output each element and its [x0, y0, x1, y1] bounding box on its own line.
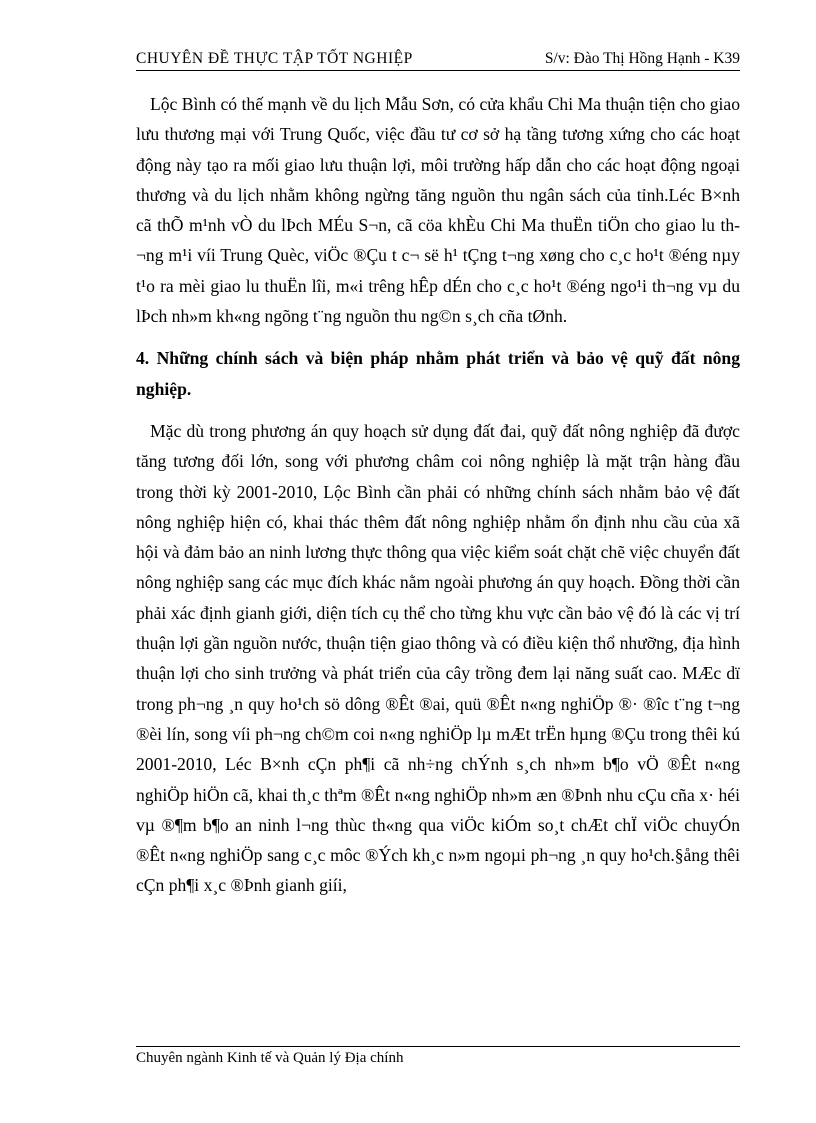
document-body [136, 89, 740, 901]
header-title: CHUYÊN ĐỀ THỰC TẬP TỐT NGHIỆP [136, 50, 413, 67]
page-footer: Chuyên ngành Kinh tế và Quản lý Địa chính [136, 1046, 740, 1067]
paragraph-intro: Lộc Bình có thế mạnh về du lịch Mẫu Sơn, có cửa khẩu Chi Ma thuận tiện cho giao lưu thương mại với Trung Quốc, việc đầu tư cơ sở hạ tầng tương xứng cho các hoạt động này tạo ra mối giao lưu thuận lợi, môi trường hấp dẫn cho các hoạt động ngoại thương và du lịch nhằm không ngừng tăng nguồn thu ngân sách của tỉnh.Léc B×nh cã thÕ m¹nh vÒ du lÞch MÉu S¬n, cã cöa khÈu Chi Ma thuËn tiÖn cho giao lu th¬ng m¹i víi Trung Quèc, viÖc ®Çu t c¬ së h¹ tÇng t¬ng xøng cho c¸c ho¹t ®éng nµy t¹o ra mèi giao lu thuËn lîi, m«i trêng hÊp dÉn cho c¸c ho¹t ®éng ngo¹i th¬ng vµ du lÞch nh»m kh«ng ngõng t¨ng nguồn thu ng©n s¸ch cña tØnh. [136, 94, 740, 327]
paragraph-policy: Mặc dù trong phương án quy hoạch sử dụng đất đai, quỹ đất nông nghiệp đã được tăng tương đối lớn, song với phương châm coi nông nghiệp là mặt trận hàng đầu trong thời kỳ 2001-2010, Lộc Bình cần phải có những chính sách nhằm bảo vệ đất nông nghiệp hiện có, khai thác thêm đất nông nghiệp nhằm ổn định nhu cầu của xã hội và đảm bảo an ninh lương thực thông qua việc kiểm soát chặt chẽ việc chuyển đất nông nghiệp sang các mục đích khác nằm ngoài phương án quy hoạch. Đồng thời cần phải xác định gianh giới, diện tích cụ thể cho từng khu vực cần bảo vệ đó là các vị trí thuận lợi gần nguồn nước, thuận tiện giao thông và có điều kiện thổ nhưỡng, địa hình thuận lợi cho sinh trưởng và phát triển của cây trồng đem lại năng suất cao. MÆc dï trong ph¬ng ¸n quy ho¹ch sö dông ®Êt ®ai, quü ®Êt n«ng nghiÖp ®· ®îc t¨ng t¬ng ®èi lín, song víi ph¬ng ch©m coi n«ng nghiÖp lµ mÆt trËn hµng ®Çu trong thêi kú 2001-2010, Léc B×nh cÇn ph¶i cã nh÷ng chÝnh s¸ch nh»m b¶o vÖ ®Êt n«ng nghiÖp hiÖn cã, khai th¸c thªm ®Êt n«ng nghiÖp nh»m æn ®Þnh nhu cÇu cña x· héi vµ ®¶m b¶o an ninh l¬ng thùc th«ng qua viÖc kiÓm so¸t chÆt chÏ viÖc chuyÓn ®Êt n«ng nghiÖp sang c¸c môc ®Ých kh¸c n»m ngoµi ph¬ng ¸n quy ho¹ch.§ång thêi cÇn ph¶i x¸c ®Þnh gianh giíi, [136, 420, 740, 896]
header-author: S/v: Đào Thị Hồng Hạnh - K39 [544, 50, 740, 67]
page-header [136, 48, 740, 71]
section-heading: 4. Những chính sách và biện pháp nhằm phát triển và bảo vệ quỹ đất nông nghiệp. [136, 348, 740, 399]
